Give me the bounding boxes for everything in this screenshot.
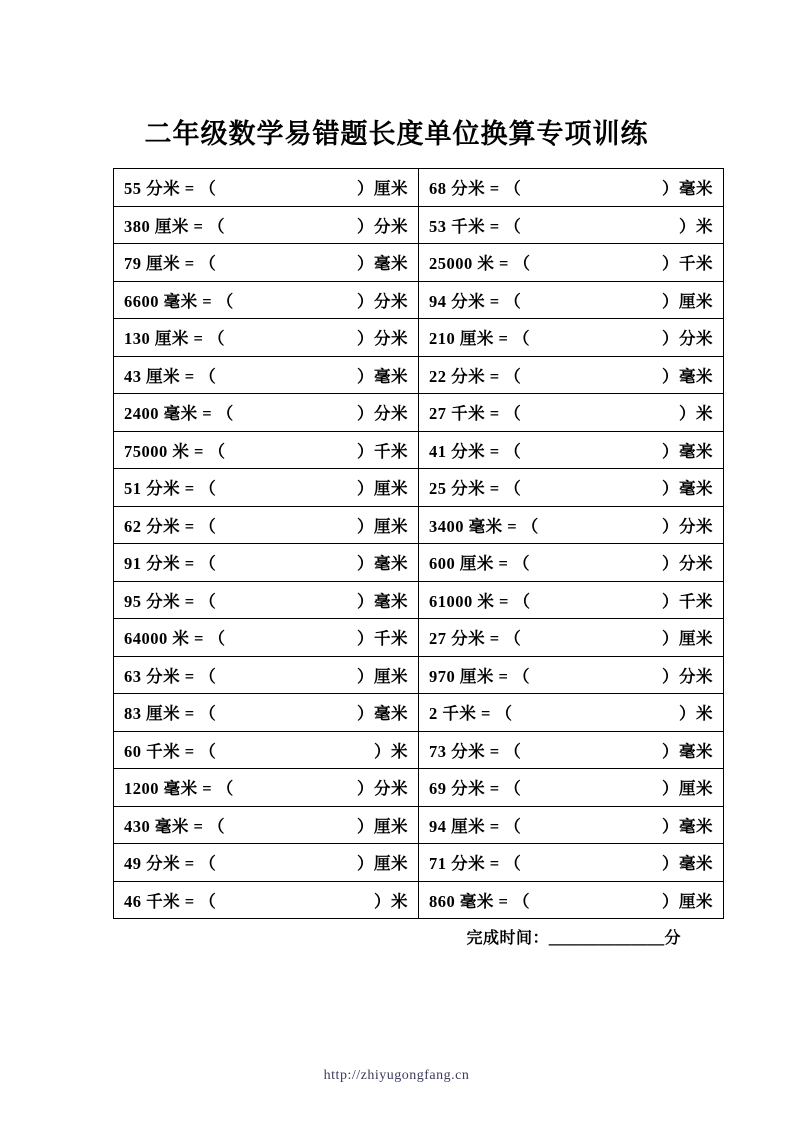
problem-cell[interactable] bbox=[419, 544, 724, 582]
problem-expression: 62 分米 = （ bbox=[124, 516, 217, 536]
problem-answer-unit: ）分米 bbox=[662, 329, 713, 349]
problem-expression: 430 毫米 = （ bbox=[124, 816, 226, 836]
problem-expression: 63 分米 = （ bbox=[124, 666, 217, 686]
problem-answer-unit: ）千米 bbox=[357, 441, 408, 461]
problem-expression: 41 分米 = （ bbox=[429, 441, 522, 461]
problem-cell[interactable] bbox=[419, 581, 724, 619]
problem-cell[interactable] bbox=[419, 694, 724, 732]
problem-cell[interactable] bbox=[419, 169, 724, 207]
problem-cell[interactable] bbox=[114, 469, 419, 507]
table-row bbox=[114, 356, 724, 394]
problem-answer-unit: ）米 bbox=[374, 891, 408, 911]
problem-cell[interactable] bbox=[419, 356, 724, 394]
problem-cell[interactable] bbox=[114, 844, 419, 882]
problem-answer-unit: ）毫米 bbox=[357, 591, 408, 611]
table-row bbox=[114, 544, 724, 582]
problem-answer-unit: ）分米 bbox=[662, 554, 713, 574]
problem-expression: 83 厘米 = （ bbox=[124, 704, 217, 724]
table-row bbox=[114, 769, 724, 807]
problem-cell[interactable] bbox=[419, 619, 724, 657]
table-row bbox=[114, 844, 724, 882]
problem-cell[interactable] bbox=[419, 244, 724, 282]
problem-answer-unit: ）毫米 bbox=[662, 366, 713, 386]
problem-expression: 64000 米 = （ bbox=[124, 629, 226, 649]
problem-cell[interactable] bbox=[419, 844, 724, 882]
problem-answer-unit: ）毫米 bbox=[662, 741, 713, 761]
problem-cell[interactable] bbox=[419, 731, 724, 769]
problem-answer-unit: ）毫米 bbox=[662, 816, 713, 836]
problem-answer-unit: ）毫米 bbox=[357, 704, 408, 724]
problem-answer-unit: ）毫米 bbox=[662, 479, 713, 499]
problem-answer-unit: ）分米 bbox=[357, 216, 408, 236]
problem-answer-unit: ）毫米 bbox=[357, 366, 408, 386]
problem-answer-unit: ）分米 bbox=[357, 404, 408, 424]
table-row bbox=[114, 431, 724, 469]
problem-answer-unit: ）厘米 bbox=[662, 629, 713, 649]
problem-expression: 75000 米 = （ bbox=[124, 441, 226, 461]
problem-answer-unit: ）厘米 bbox=[357, 516, 408, 536]
problem-expression: 46 千米 = （ bbox=[124, 891, 217, 911]
problem-expression: 2 千米 = （ bbox=[429, 704, 513, 724]
problem-cell[interactable] bbox=[114, 244, 419, 282]
problem-cell[interactable] bbox=[114, 431, 419, 469]
problem-expression: 860 毫米 = （ bbox=[429, 891, 531, 911]
problem-expression: 95 分米 = （ bbox=[124, 591, 217, 611]
problem-expression: 94 分米 = （ bbox=[429, 291, 522, 311]
problem-expression: 27 分米 = （ bbox=[429, 629, 522, 649]
table-row bbox=[114, 506, 724, 544]
problem-cell[interactable] bbox=[419, 769, 724, 807]
problem-expression: 210 厘米 = （ bbox=[429, 329, 531, 349]
problem-expression: 91 分米 = （ bbox=[124, 554, 217, 574]
problem-answer-unit: ）分米 bbox=[662, 516, 713, 536]
problem-cell[interactable] bbox=[419, 881, 724, 919]
problem-expression: 25 分米 = （ bbox=[429, 479, 522, 499]
problem-answer-unit: ）千米 bbox=[662, 254, 713, 274]
completion-time-label: 完成时间：＿＿＿＿＿＿＿分 bbox=[466, 930, 681, 947]
table-row bbox=[114, 656, 724, 694]
problem-expression: 43 厘米 = （ bbox=[124, 366, 217, 386]
table-row bbox=[114, 206, 724, 244]
table-row bbox=[114, 244, 724, 282]
problem-expression: 61000 米 = （ bbox=[429, 591, 531, 611]
problem-answer-unit: ）厘米 bbox=[662, 779, 713, 799]
problem-answer-unit: ）分米 bbox=[357, 779, 408, 799]
problem-cell[interactable] bbox=[114, 394, 419, 432]
table-row bbox=[114, 694, 724, 732]
problem-cell[interactable] bbox=[419, 806, 724, 844]
problem-expression: 22 分米 = （ bbox=[429, 366, 522, 386]
table-row bbox=[114, 281, 724, 319]
table-row bbox=[114, 319, 724, 357]
problem-answer-unit: ）厘米 bbox=[662, 291, 713, 311]
problem-answer-unit: ）千米 bbox=[357, 629, 408, 649]
problem-expression: 600 厘米 = （ bbox=[429, 554, 531, 574]
problem-answer-unit: ）米 bbox=[679, 404, 713, 424]
problem-cell[interactable] bbox=[419, 656, 724, 694]
problem-cell[interactable] bbox=[419, 319, 724, 357]
problem-cell[interactable] bbox=[419, 431, 724, 469]
problem-expression: 73 分米 = （ bbox=[429, 741, 522, 761]
problem-cell[interactable] bbox=[114, 806, 419, 844]
problem-answer-unit: ）分米 bbox=[662, 666, 713, 686]
problem-expression: 79 厘米 = （ bbox=[124, 254, 217, 274]
problem-answer-unit: ）米 bbox=[374, 741, 408, 761]
table-row bbox=[114, 806, 724, 844]
problem-cell[interactable] bbox=[114, 169, 419, 207]
problem-cell[interactable] bbox=[114, 769, 419, 807]
problem-answer-unit: ）厘米 bbox=[357, 854, 408, 874]
problem-expression: 380 厘米 = （ bbox=[124, 216, 226, 236]
problem-cell[interactable] bbox=[114, 506, 419, 544]
table-row bbox=[114, 731, 724, 769]
problem-cell[interactable] bbox=[114, 206, 419, 244]
problem-cell[interactable] bbox=[419, 281, 724, 319]
problem-expression: 6600 毫米 = （ bbox=[124, 291, 234, 311]
table-row bbox=[114, 881, 724, 919]
problem-cell[interactable] bbox=[114, 881, 419, 919]
problem-answer-unit: ）毫米 bbox=[662, 441, 713, 461]
problem-cell[interactable] bbox=[114, 619, 419, 657]
problem-cell[interactable] bbox=[114, 581, 419, 619]
problem-expression: 60 千米 = （ bbox=[124, 741, 217, 761]
problem-expression: 68 分米 = （ bbox=[429, 179, 522, 199]
problem-cell[interactable] bbox=[114, 356, 419, 394]
problem-expression: 51 分米 = （ bbox=[124, 479, 217, 499]
problem-answer-unit: ）千米 bbox=[662, 591, 713, 611]
problem-answer-unit: ）厘米 bbox=[357, 479, 408, 499]
problem-answer-unit: ）厘米 bbox=[662, 891, 713, 911]
problem-expression: 25000 米 = （ bbox=[429, 254, 531, 274]
problem-expression: 2400 毫米 = （ bbox=[124, 404, 234, 424]
table-row bbox=[114, 394, 724, 432]
problem-answer-unit: ）毫米 bbox=[357, 554, 408, 574]
problem-answer-unit: ）米 bbox=[679, 216, 713, 236]
problem-expression: 130 厘米 = （ bbox=[124, 329, 226, 349]
problem-answer-unit: ）厘米 bbox=[357, 816, 408, 836]
problem-cell[interactable] bbox=[114, 281, 419, 319]
problem-expression: 71 分米 = （ bbox=[429, 854, 522, 874]
problem-expression: 69 分米 = （ bbox=[429, 779, 522, 799]
problem-answer-unit: ）分米 bbox=[357, 329, 408, 349]
table-row bbox=[114, 581, 724, 619]
table-row bbox=[114, 619, 724, 657]
problem-cell[interactable] bbox=[419, 206, 724, 244]
page-title: 二年级数学易错题长度单位换算专项训练 bbox=[144, 119, 649, 149]
problem-expression: 94 厘米 = （ bbox=[429, 816, 522, 836]
problem-answer-unit: ）毫米 bbox=[357, 254, 408, 274]
problem-answer-unit: ）分米 bbox=[357, 291, 408, 311]
problems-table-container bbox=[113, 168, 713, 919]
problem-expression: 1200 毫米 = （ bbox=[124, 779, 234, 799]
problem-cell[interactable] bbox=[419, 394, 724, 432]
problem-cell[interactable] bbox=[114, 731, 419, 769]
problem-answer-unit: ）毫米 bbox=[662, 854, 713, 874]
problem-answer-unit: ）米 bbox=[679, 704, 713, 724]
problem-expression: 55 分米 = （ bbox=[124, 179, 217, 199]
problem-answer-unit: ）厘米 bbox=[357, 666, 408, 686]
problem-cell[interactable] bbox=[114, 544, 419, 582]
problem-expression: 27 千米 = （ bbox=[429, 404, 522, 424]
problem-answer-unit: ）毫米 bbox=[662, 179, 713, 199]
problem-cell[interactable] bbox=[419, 506, 724, 544]
watermark-url: http://zhiyugongfang.cn bbox=[323, 1068, 470, 1083]
problem-cell[interactable] bbox=[114, 694, 419, 732]
table-row bbox=[114, 169, 724, 207]
table-row bbox=[114, 469, 724, 507]
problem-expression: 3400 毫米 = （ bbox=[429, 516, 539, 536]
problem-expression: 49 分米 = （ bbox=[124, 854, 217, 874]
problem-cell[interactable] bbox=[114, 319, 419, 357]
problem-expression: 53 千米 = （ bbox=[429, 216, 522, 236]
problem-cell[interactable] bbox=[114, 656, 419, 694]
problem-cell[interactable] bbox=[419, 469, 724, 507]
problems-table bbox=[113, 168, 724, 919]
problem-answer-unit: ）厘米 bbox=[357, 179, 408, 199]
problem-expression: 970 厘米 = （ bbox=[429, 666, 531, 686]
